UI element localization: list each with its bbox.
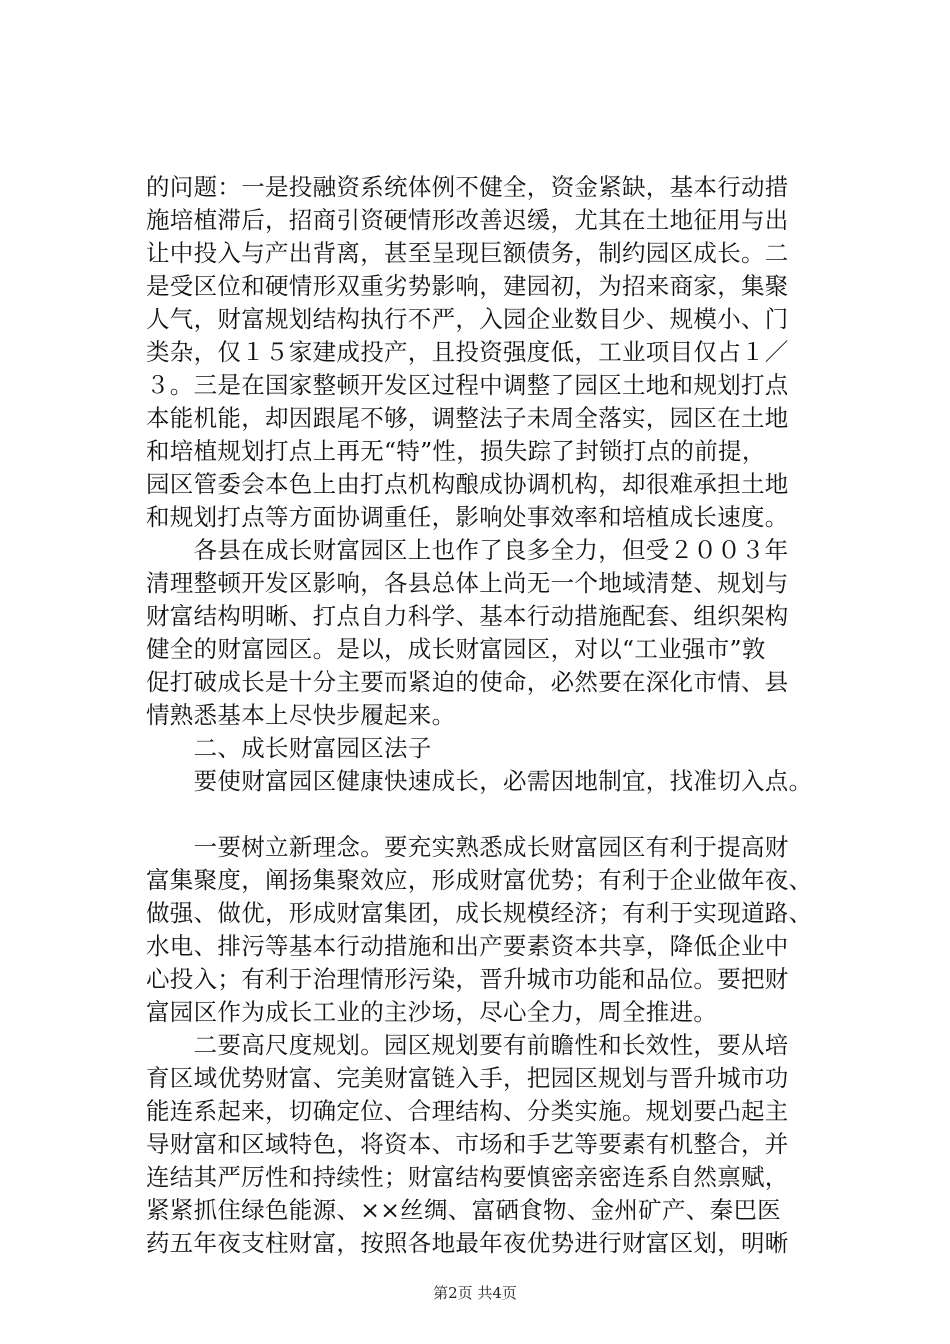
text-line: 施培植滞后，招商引资硬情形改善迟缓，尤其在土地征用与出 <box>146 206 789 234</box>
text-line: 水电、排污等基本行动措施和出产要素资本共享，降低企业中 <box>146 932 789 960</box>
text-line: 育区域优势财富、完美财富链入手，把园区规划与晋升城市功 <box>146 1064 789 1092</box>
text-line: 财富结构明晰、打点自力科学、基本行动措施配套、组织架构 <box>146 602 789 630</box>
text-line: 二要高尺度规划。园区规划要有前瞻性和长效性，要从培 <box>146 1031 789 1059</box>
text-line: 是受区位和硬情形双重劣势影响，建园初，为招来商家，集聚 <box>146 272 789 300</box>
text-line: 做强、做优，形成财富集团，成长规模经济；有利于实现道路、 <box>146 899 813 927</box>
text-line: 能连系起来，切确定位、合理结构、分类实施。规划要凸起主 <box>146 1097 789 1125</box>
text-line: 情熟悉基本上尽快步履起来。 <box>146 701 456 729</box>
text-line: 清理整顿开发区影响，各县总体上尚无一个地域清楚、规划与 <box>146 569 789 597</box>
text-line: 类杂，仅１５家建成投产，且投资强度低，工业项目仅占１／ <box>146 338 789 366</box>
text-line: 药五年夜支柱财富，按照各地最年夜优势进行财富区划，明晰 <box>146 1229 789 1257</box>
section-heading: 二、成长财富园区法子 <box>146 734 432 762</box>
text-line: 和培植规划打点上再无“特”性，损失踪了封锁打点的前提， <box>146 437 766 465</box>
text-line: 和规划打点等方面协调重任，影响处事效率和培植成长速度。 <box>146 503 789 531</box>
text-line: ３。三是在国家整顿开发区过程中调整了园区土地和规划打点 <box>146 371 789 399</box>
blank-line <box>146 798 846 831</box>
text-line: 人气，财富规划结构执行不严，入园企业数目少、规模小、门 <box>146 305 789 333</box>
text-line: 导财富和区域特色，将资本、市场和手艺等要素有机整合，并 <box>146 1130 789 1158</box>
text-line: 要使财富园区健康快速成长，必需因地制宜，找准切入点。 <box>146 767 813 795</box>
text-line: 促打破成长是十分主要而紧迫的使命，必然要在深化市情、县 <box>146 668 789 696</box>
page-number-footer: 第2页 共4页 <box>433 1284 517 1302</box>
text-line: 紧紧抓住绿色能源、××丝绸、富硒食物、金州矿产、秦巴医 <box>146 1196 781 1224</box>
text-line: 心投入；有利于治理情形污染，晋升城市功能和品位。要把财 <box>146 965 789 993</box>
text-line: 健全的财富园区。是以，成长财富园区，对以“工业强市”敦 <box>146 635 766 663</box>
text-line: 连结其严厉性和持续性；财富结构要慎密亲密连系自然禀赋， <box>146 1163 789 1191</box>
text-line: 富集聚度，阐扬集聚效应，形成财富优势；有利于企业做年夜、 <box>146 866 813 894</box>
document-body <box>146 171 846 1260</box>
text-line: 让中投入与产出背离，甚至呈现巨额债务，制约园区成长。二 <box>146 239 789 267</box>
text-line: 各县在成长财富园区上也作了良多全力，但受２００３年 <box>146 536 789 564</box>
text-line: 富园区作为成长工业的主沙场，尽心全力，周全推进。 <box>146 998 718 1026</box>
text-line: 本能机能，却因跟尾不够，调整法子未周全落实，园区在土地 <box>146 404 789 432</box>
text-line: 一要树立新理念。要充实熟悉成长财富园区有利于提高财 <box>146 833 789 861</box>
text-line: 的问题：一是投融资系统体例不健全，资金紧缺，基本行动措 <box>146 173 789 201</box>
text-line: 园区管委会本色上由打点机构酿成协调机构，却很难承担土地 <box>146 470 789 498</box>
